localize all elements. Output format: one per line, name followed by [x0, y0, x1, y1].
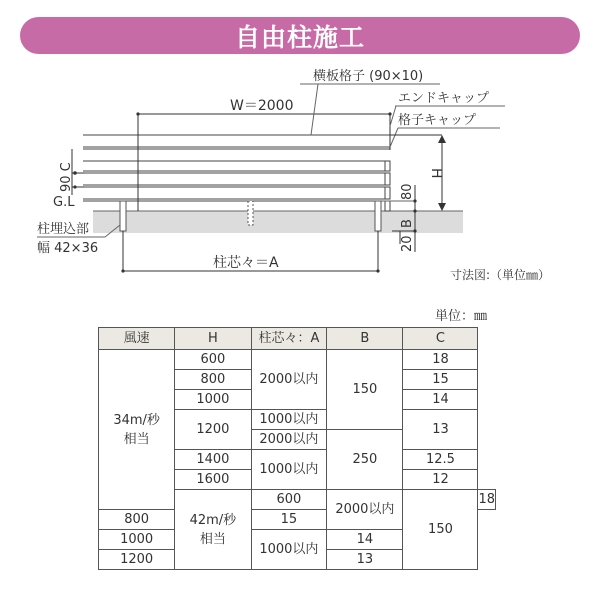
dim-b-label: B: [400, 219, 415, 228]
title-banner: [20, 17, 580, 54]
h-cell: 1000: [175, 390, 251, 410]
h-cell: 1200: [99, 550, 175, 570]
a-cell: 1000以内: [251, 530, 327, 570]
fence-dimension-diagram: [0, 60, 600, 290]
post-pitch-label: 柱芯々＝A: [213, 255, 279, 271]
wind-cell: 34m/秒 相当: [99, 350, 175, 510]
spec-table: [98, 327, 496, 570]
h-cell: 1000: [99, 530, 175, 550]
header-c: C: [403, 328, 478, 350]
header-b: B: [327, 328, 403, 350]
a-cell: 2000以内: [251, 350, 327, 410]
c-cell: 13: [327, 550, 403, 570]
b-cell: 150: [327, 350, 403, 430]
h-cell: 600: [251, 490, 327, 510]
c-cell: 15: [403, 370, 478, 390]
a-cell: 1000以内: [251, 450, 327, 490]
h-cell: 800: [99, 510, 175, 530]
b-cell: 250: [327, 430, 403, 490]
a-cell: 2000以内: [251, 430, 327, 450]
header-a: 柱芯々：A: [251, 328, 327, 350]
dim-20-label: 20: [400, 235, 415, 252]
table-unit-label: 単位：㎜: [435, 309, 488, 324]
embed-part-label: 柱埋込部: [37, 222, 90, 237]
h-cell: 800: [175, 370, 251, 390]
b-cell: 150: [403, 490, 478, 570]
c-cell: 18: [403, 350, 478, 370]
c-dim-label: 90 C: [59, 162, 74, 192]
h-cell: 1600: [175, 470, 251, 490]
c-cell: 12: [403, 470, 478, 490]
width-label: W＝2000: [230, 98, 294, 114]
h-cell: 1400: [175, 450, 251, 470]
page-title: 自由柱施工: [234, 22, 365, 52]
horizontal-boards: [83, 135, 390, 211]
c-cell: 13: [403, 410, 478, 450]
h-cell: 1200: [175, 410, 251, 450]
a-cell: 1000以内: [251, 410, 327, 430]
table-row: [99, 350, 496, 370]
board-label: 横板格子 (90×10): [313, 69, 424, 84]
table-header-row: [99, 328, 496, 350]
diagram-caption: 寸法図:（単位㎜）: [450, 268, 551, 282]
dim-80-label: 80: [400, 183, 415, 200]
h-cell: 600: [175, 350, 251, 370]
c-cell: 14: [327, 530, 403, 550]
lattice-cap-label: 格子キャップ: [398, 113, 477, 128]
c-cell: 15: [251, 510, 327, 530]
c-cell: 12.5: [403, 450, 478, 470]
a-cell: 2000以内: [327, 490, 403, 530]
ground-level-label: G.L: [53, 195, 75, 210]
c-cell: 14: [403, 390, 478, 410]
height-label: H: [428, 168, 444, 179]
header-h: H: [175, 328, 251, 350]
embed-width-label: 幅 42×36: [37, 241, 99, 256]
end-cap-label: エンドキャップ: [398, 91, 490, 106]
wind-cell: 42m/秒 相当: [175, 490, 251, 570]
c-cell: 18: [478, 490, 496, 510]
header-wind: 風速: [99, 328, 175, 350]
